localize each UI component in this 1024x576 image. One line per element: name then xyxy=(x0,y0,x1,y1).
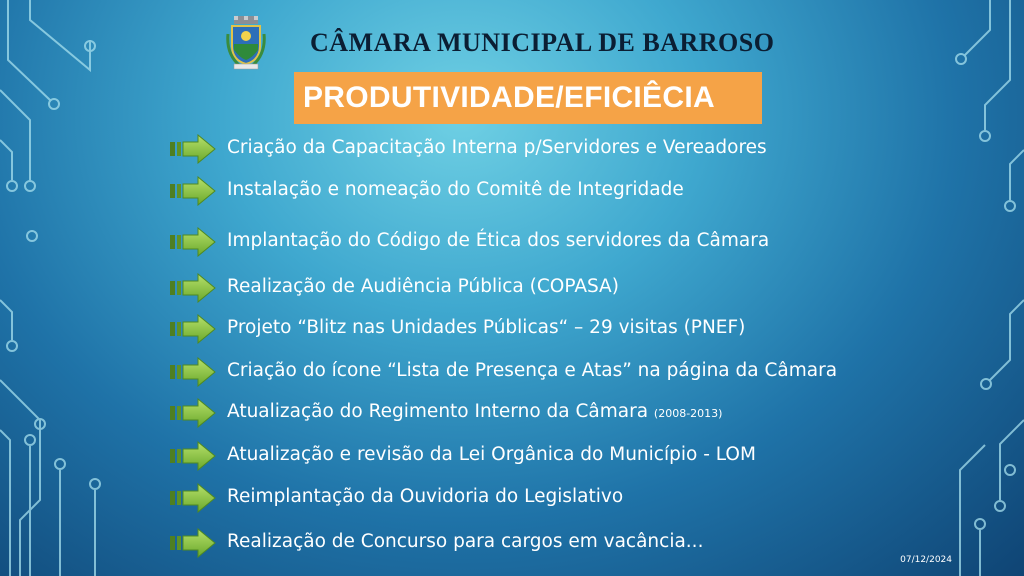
list-item-text: Implantação do Código de Ética dos servidores da Câmara xyxy=(227,230,770,251)
green-arrow-icon xyxy=(170,227,216,257)
list-item-text: Criação do ícone “Lista de Presença e Atas” na página da Câmara xyxy=(227,360,838,381)
green-arrow-icon xyxy=(170,441,216,471)
list-item-text: Instalação e nomeação do Comitê de Integridade xyxy=(227,179,684,200)
list-item-note: (2008-2013) xyxy=(653,407,723,420)
list-item-text: Criação da Capacitação Interna p/Servidores e Vereadores xyxy=(227,137,767,158)
list-item-text: Realização de Audiência Pública (COPASA) xyxy=(227,276,619,297)
green-arrow-icon xyxy=(170,483,216,513)
page-title: CÂMARA MUNICIPAL DE BARROSO xyxy=(310,28,775,57)
list-item-text: Projeto “Blitz nas Unidades Públicas“ – 29 visitas (PNEF) xyxy=(227,317,746,338)
green-arrow-icon xyxy=(170,398,216,428)
list-item-text: Reimplantação da Ouvidoria do Legislativo xyxy=(227,486,624,507)
list-item-text: Atualização e revisão da Lei Orgânica do Município - LOM xyxy=(227,444,756,465)
green-arrow-icon xyxy=(170,273,216,303)
green-arrow-icon xyxy=(170,357,216,387)
section-banner: PRODUTIVIDADE/EFICIÊCIA xyxy=(294,72,762,124)
municipal-coat-of-arms-icon xyxy=(226,14,266,70)
green-arrow-icon xyxy=(170,176,216,206)
green-arrow-icon xyxy=(170,134,216,164)
slide-date: 07/12/2024 xyxy=(900,555,952,565)
green-arrow-icon xyxy=(170,528,216,558)
green-arrow-icon xyxy=(170,314,216,344)
list-item-text: Realização de Concurso para cargos em vacância... xyxy=(227,531,704,552)
list-item-text: Atualização do Regimento Interno da Câmara xyxy=(227,401,654,422)
